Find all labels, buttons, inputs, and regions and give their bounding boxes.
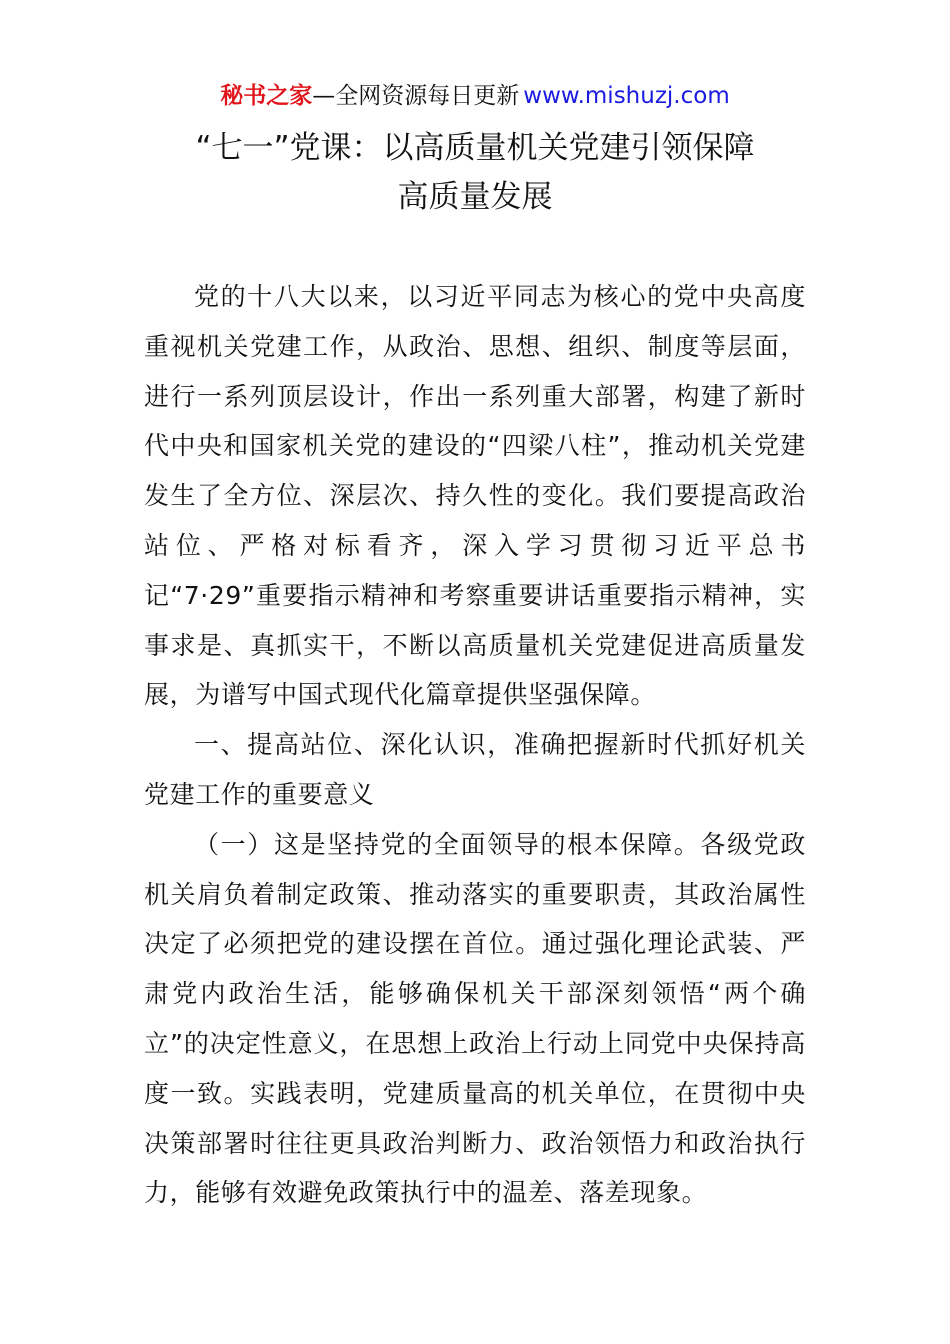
section-heading-1: 一、提高站位、深化认识，准确把握新时代抓好机关党建工作的重要意义 — [144, 730, 806, 809]
paragraph-intro: 党的十八大以来，以习近平同志为核心的党中央高度重视机关党建工作，从政治、思想、组织、制度等层面，进行一系列顶层设计，作出一系列重大部署，构建了新时代中央和国家机关党的建设的“四梁八柱”，推动机关党建发生了全方位、深层次、持久性的变化。我们要提高政治站位、严格对标看齐，深入学习贯彻习近平总书记“7·29”重要指示精神和考察重要讲话重要指示精神，实事求是、真抓实干，不断以高质量机关党建促进高质量发展，为谱写中国式现代化篇章提供坚强保障。 — [144, 282, 806, 710]
title-line-1: “七一”党课：以高质量机关党建引领保障 — [195, 130, 755, 166]
document-body — [144, 272, 806, 1218]
site-brand: 秘书之家 — [220, 83, 313, 109]
paragraph-subsection-1: （一）这是坚持党的全面领导的根本保障。各级党政机关肩负着制定政策、推动落实的重要职责，其政治属性决定了必须把党的建设摆在首位。通过强化理论武装、严肃党内政治生活，能够确保机关干部深刻领悟“两个确立”的决定性意义，在思想上政治上行动上同党中央保持高度一致。实践表明，党建质量高的机关单位，在贯彻中央决策部署时往往更具政治判断力、政治领悟力和政治执行力，能够有效避免政策执行中的温差、落差现象。 — [144, 829, 806, 1208]
site-header — [0, 80, 950, 112]
site-tagline: —全网资源每日更新 — [312, 83, 520, 109]
title-line-2: 高质量发展 — [397, 179, 553, 215]
site-url[interactable]: www.mishuzj.com — [523, 83, 730, 109]
document-title — [0, 124, 950, 222]
